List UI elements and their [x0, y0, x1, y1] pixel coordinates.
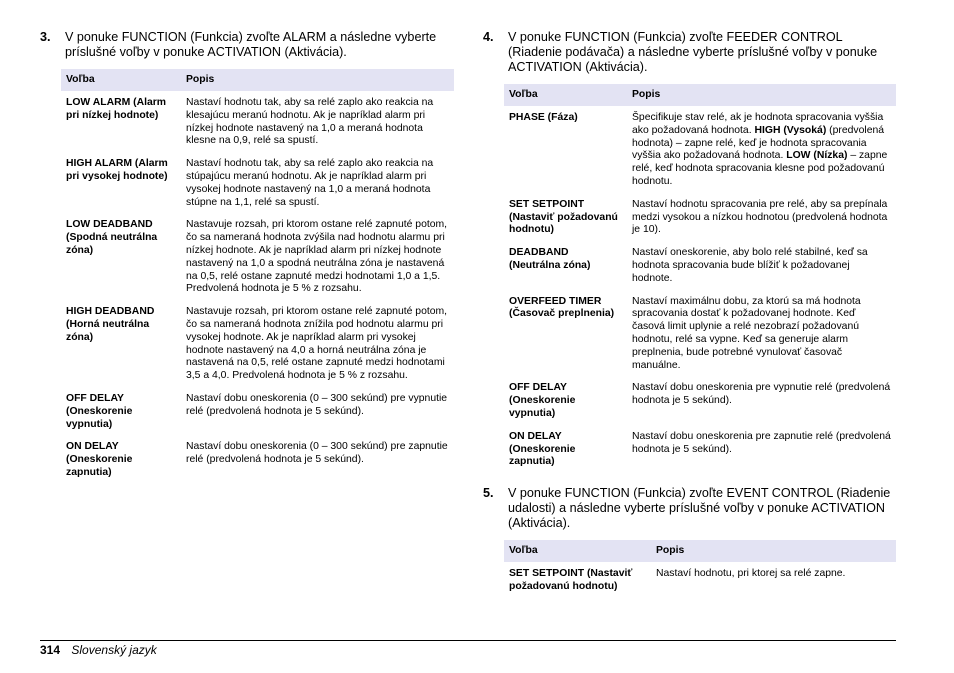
phase-text-3: – zapne relé, keď hodnota spracovania klesne pod požadovanú hodnotu. — [632, 150, 888, 187]
table-row — [504, 241, 896, 289]
row-option: SET SETPOINT (Nastaviť požadovanú hodnotu) — [509, 198, 618, 236]
row-description: Nastaví maximálnu dobu, za ktorú sa má hodnota spracovania dostať k požadovanej hodnote. Keď časová limit uplynie a relé nezobrazí požadovanú hodnotu, relé sa vypne. Keď sa generuje alarm preplnenia, bude potrebné vynulovať časovač manuálne. — [632, 295, 861, 371]
row-description: Nastaví dobu oneskorenia pre zapnutie relé (predvolená hodnota je 5 sekúnd). — [632, 430, 891, 455]
row-description: Nastaví hodnotu, pri ktorej sa relé zapne. — [656, 568, 846, 580]
step-3-text: V ponuke FUNCTION (Funkcia) zvoľte ALARM a následne vyberte príslušné voľby v ponuke ACTIVATION (Aktivácia). — [65, 30, 437, 59]
header-option: Voľba — [504, 84, 627, 106]
footer-language: Slovenský jazyk — [71, 643, 157, 657]
row-description-phase — [627, 106, 896, 193]
row-description: Nastaví oneskorenie, aby bolo relé stabilné, keď sa hodnota spracovania bude blížiť k požadovanej hodnote. — [632, 247, 868, 284]
row-option: LOW ALARM (Alarm pri nízkej hodnote) — [66, 97, 167, 121]
step-4-text: V ponuke FUNCTION (Funkcia) zvoľte FEEDER CONTROL (Riadenie podávača) a následne vyberte príslušné voľby v ponuke ACTIVATION (Aktivácia). — [508, 30, 878, 74]
footer-divider — [40, 640, 896, 641]
row-description: Nastavuje rozsah, pri ktorom ostane relé zapnuté potom, čo sa nameraná hodnota znížila pod hodnotu alarmu pri vysokej hodnote. Ak je napríklad alarm pri vysokej hodnote nastavený na 4,0 a horná neutrálna zóna je nastavená na 0,5, relé ostane zapnuté medzi hodnotami 3,5 a 4,0. Predvolená hodnota je 5 % z rozsahu. — [186, 306, 448, 382]
alarm-options-table — [61, 69, 454, 484]
row-option: OFF DELAY (Oneskorenie vypnutia) — [509, 382, 576, 419]
header-option: Voľba — [504, 540, 651, 562]
table-row — [504, 425, 896, 473]
table-row — [504, 193, 896, 241]
phase-text-2: (predvolená hodnota) – zapne relé, keď je hodnota spracovania vyššia ako požadovaná hodnota. — [632, 124, 885, 162]
table-row — [504, 562, 896, 598]
row-option: OVERFEED TIMER (Časovač preplnenia) — [509, 295, 615, 320]
step-4-instruction — [483, 30, 896, 75]
row-option: ON DELAY (Oneskorenie zapnutia) — [66, 441, 133, 478]
row-option: OFF DELAY (Oneskorenie vypnutia) — [66, 392, 133, 430]
row-description: Nastaví hodnotu spracovania pre relé, aby sa prepínala medzi vysokou a nízkou hodnotou (predvolená hodnota je 10). — [632, 198, 888, 236]
table-row — [61, 152, 454, 213]
phase-high-label: HIGH (Vysoká) — [754, 124, 827, 136]
table-row — [61, 435, 454, 483]
row-option: HIGH ALARM (Alarm pri vysokej hodnote) — [66, 158, 168, 182]
header-option: Voľba — [61, 69, 181, 91]
table-row — [504, 106, 896, 193]
row-option: HIGH DEADBAND (Horná neutrálna zóna) — [66, 306, 155, 343]
right-column — [483, 30, 896, 598]
row-description: Nastaví dobu oneskorenia pre vypnutie relé (predvolená hodnota je 5 sekúnd). — [632, 382, 891, 407]
table-row — [61, 387, 454, 435]
table-header-row — [504, 540, 896, 562]
table-header-row — [61, 69, 454, 91]
row-description: Nastavuje rozsah, pri ktorom ostane relé zapnuté potom, čo sa nameraná hodnota zvýšila nad hodnotu alarmu pri nízkej hodnote. Ak je napríklad alarm pri nízkej hodnote nastavený na 1,0 a spodná neutrálna zóna je nastavená na 0,5, relé ostane zapnuté medzi hodnotami 1,0 a 1,5. Predvolená hodnota je 5 % z rozsahu. — [186, 219, 448, 295]
row-option: ON DELAY (Oneskorenie zapnutia) — [509, 430, 576, 468]
phase-low-label: LOW (Nízka) — [786, 150, 848, 162]
row-description: Nastaví dobu oneskorenia (0 – 300 sekúnd) pre zapnutie relé (predvolená hodnota je 5 sekúnd). — [186, 441, 448, 466]
header-description: Popis — [181, 69, 454, 91]
header-description: Popis — [651, 540, 896, 562]
row-description: Nastaví hodnotu tak, aby sa relé zaplo ako reakcia na stúpajúcu meranú hodnotu. Ak je napríklad alarm pri vysokej hodnote nastavený na 1,0 a meraná hodnota stúpne na 1,1, relé sa spustí. — [186, 158, 434, 208]
phase-text-1: Špecifikuje stav relé, ak je hodnota spracovania vyššia ako požadovaná hodnota. — [632, 112, 884, 136]
row-description: Nastaví hodnotu tak, aby sa relé zaplo ako reakcia na klesajúcu meranú hodnotu. Ak je napríklad alarm pri nízkej hodnote nastavený na 1,0 a meraná hodnota klesne na 0,9, relé sa spustí. — [186, 97, 434, 147]
page-footer — [40, 643, 157, 657]
step-5-text: V ponuke FUNCTION (Funkcia) zvoľte EVENT CONTROL (Riadenie udalosti) a následne vyberte príslušné voľby v ponuke ACTIVATION (Aktivácia). — [508, 486, 891, 531]
table-row — [504, 290, 896, 377]
table-row — [61, 91, 454, 152]
page-number: 314 — [40, 643, 61, 657]
table-row — [61, 213, 454, 300]
left-column — [40, 30, 454, 484]
table-row — [504, 376, 896, 424]
row-option: DEADBAND (Neutrálna zóna) — [509, 247, 591, 271]
row-option: PHASE (Fáza) — [509, 112, 578, 123]
step-3-instruction — [40, 30, 454, 60]
row-option: LOW DEADBAND (Spodná neutrálna zóna) — [66, 219, 158, 256]
row-description: Nastaví dobu oneskorenia (0 – 300 sekúnd) pre vypnutie relé (predvolená hodnota je 5 sekúnd). — [186, 392, 448, 417]
step-5-number: 5. — [483, 486, 494, 501]
header-description: Popis — [627, 84, 896, 106]
table-header-row — [504, 84, 896, 106]
event-control-options-table — [504, 540, 896, 598]
feeder-control-options-table — [504, 84, 896, 473]
row-option: SET SETPOINT (Nastaviť požadovanú hodnotu) — [509, 568, 633, 592]
step-5-instruction — [483, 486, 896, 531]
step-3-number: 3. — [40, 30, 51, 44]
table-row — [61, 300, 454, 387]
step-4-number: 4. — [483, 30, 494, 44]
